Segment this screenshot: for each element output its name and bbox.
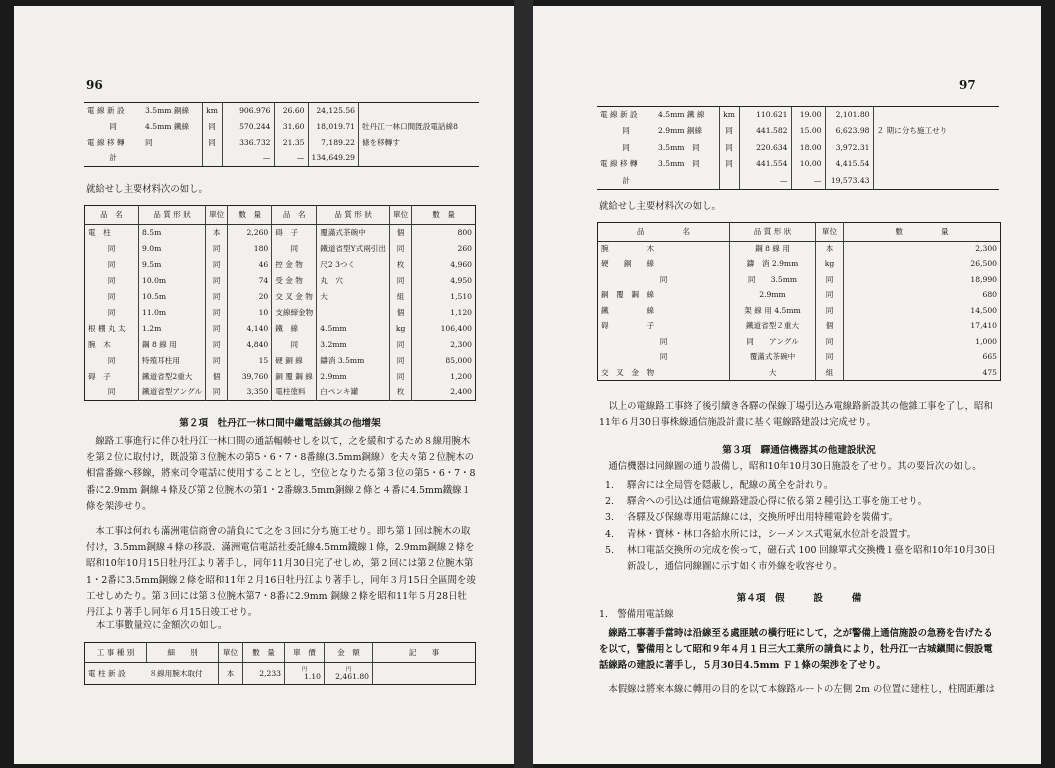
- materials-intro: 就給せし主要材料次の如し。: [86, 184, 208, 195]
- table-row: [597, 156, 999, 173]
- table-cell: 9.5m: [139, 257, 206, 273]
- list-number: 3.: [605, 512, 614, 524]
- table-row: [84, 135, 479, 151]
- table-row: [598, 288, 1001, 304]
- table-cell: 24,125.56: [308, 103, 358, 119]
- table-cell: —: [739, 173, 791, 190]
- table-cell: 665: [844, 350, 1001, 366]
- table-cell: 74: [228, 273, 272, 289]
- column-header: 單位: [219, 643, 243, 663]
- table-cell: 交 叉 金 物: [601, 367, 655, 377]
- table-cell: 本: [816, 241, 844, 257]
- table-cell: [373, 663, 476, 685]
- table-cell: 同: [390, 337, 412, 353]
- cost-table: [84, 102, 479, 167]
- table-cell: 3.5mm 同: [658, 142, 700, 152]
- table-cell: 680: [844, 288, 1001, 304]
- table-cell: 尺2 3つく: [317, 257, 390, 273]
- table-cell: [873, 107, 999, 124]
- table-cell: 15: [228, 353, 272, 369]
- table-cell: 同: [390, 369, 412, 385]
- table-cell: 鐵道省型２重大: [730, 319, 816, 335]
- paragraph-1: 以上の電線路工事終了後引續き各驛の保線丁場引込み電線路新設其の他雜工事を了し，昭和11年６月30日事株線通信施設計畫に基く電線路建設は完成せり。: [599, 401, 993, 429]
- table-cell: ２ 期に分ち施工せり: [873, 123, 999, 140]
- table-cell: 570.244: [222, 119, 274, 135]
- table-cell: 同: [206, 353, 228, 369]
- table-row: [597, 123, 999, 140]
- table-row: [85, 663, 476, 685]
- table-cell: 硬 銅 線: [601, 259, 655, 269]
- table-cell: kg: [390, 321, 412, 337]
- list-number: 4.: [605, 528, 614, 540]
- table-cell: 26,500: [844, 257, 1001, 273]
- table-cell: 鑄消 3.5mm: [317, 353, 390, 369]
- table-cell: 同: [816, 272, 844, 288]
- table-row: [598, 334, 1001, 350]
- table-cell: 電 柱 新 設: [88, 668, 126, 678]
- table-cell: 枚: [390, 257, 412, 273]
- list-text: 林口電話交換所の完成を俟って，磁石式 100 回線單式交換機１臺を昭和10年10月30日新設し，通信同線圖に示す如く市外線を收容せり。: [627, 544, 996, 572]
- table-header-row: [85, 643, 476, 663]
- table-cell: 受 金 物: [272, 273, 317, 289]
- table-cell: km: [719, 107, 739, 124]
- column-header: 品 質 形 狀: [730, 223, 816, 242]
- table-cell: 同 3.5mm: [730, 272, 816, 288]
- table-cell: 鐵 線: [272, 321, 317, 337]
- paragraph-2: 本工事は何れも滿洲電信商會の請負にて之を３回に分ち施工せり。即ち第１回は腕木の取付け，3.5mm銅線４條の移設．滿洲電信電話社委託線4.5mm鐵線１條，2.9mm銅線２條を昭和10年10月15日牡丹江より著手し，同年11月30日完了せしめ，第２回には第２位腕木第1・2番に3.5mm銅線２條を昭和11年２月16日牡丹江より著手し，同年３月15日全區間を竣工せしめたり。第３回には第３位腕木第7・8番に2.9mm 銅線２條を昭和11年５月28日牡丹江より著手し同年６月15日竣工せり。: [86, 526, 476, 618]
- summary-intro: 本工事數量竝に金額次の如し。: [96, 620, 228, 631]
- table-cell: 同: [107, 291, 116, 301]
- table-cell: 牡丹江一林口間旣設電話線8: [358, 119, 479, 135]
- column-header: 品 名: [598, 223, 730, 242]
- table-cell: 10.5m: [139, 289, 206, 305]
- table-cell: 個: [816, 319, 844, 335]
- table-cell: 10: [228, 305, 272, 321]
- list-number: 5.: [605, 544, 614, 556]
- table-cell: 220.634: [739, 140, 791, 157]
- table-cell: 丸 穴: [317, 273, 390, 289]
- column-header: 單位: [390, 206, 412, 225]
- table-cell: 同: [206, 241, 228, 257]
- table-cell: ８線用腕木取付: [149, 668, 203, 678]
- table-cell: 同: [206, 273, 228, 289]
- table-cell: 枚: [390, 385, 412, 401]
- column-header: 數 量: [228, 206, 272, 225]
- table-cell: —: [274, 151, 308, 167]
- table-cell: 同: [109, 121, 117, 131]
- list-text: 各驛及び保線專用電話線には，交換所呼出用特種電鈴を裝備す。: [627, 512, 899, 524]
- table-cell: 8.5m: [139, 225, 206, 241]
- table-cell: 同: [107, 307, 116, 317]
- table-cell: 同: [816, 334, 844, 350]
- table-row: [84, 119, 479, 135]
- table-cell: 同: [107, 355, 116, 365]
- list-item: [599, 527, 1003, 543]
- table-cell: 2,300: [844, 241, 1001, 257]
- table-header-row: [598, 223, 1001, 242]
- column-header: 品 名: [85, 206, 139, 225]
- column-header: 單 價: [285, 643, 325, 663]
- table-cell: 碍 子: [272, 225, 317, 241]
- column-header: 數 量: [844, 223, 1001, 242]
- column-header: 品 質 形 狀: [317, 206, 390, 225]
- table-cell: 覆滿式茶碗中: [730, 350, 816, 366]
- page-number: 97: [959, 78, 976, 92]
- table-row: [598, 257, 1001, 273]
- table-cell: 3.5mm 銅線: [142, 103, 202, 119]
- table-row: [85, 289, 476, 305]
- table-cell: 同: [622, 142, 630, 152]
- table-cell: 17,410: [844, 319, 1001, 335]
- table-cell: 本: [219, 663, 243, 685]
- table-cell: [873, 173, 999, 190]
- table-cell: 個: [206, 369, 228, 385]
- table-cell: 19.00: [791, 107, 825, 124]
- table-cell: 同: [206, 337, 228, 353]
- table-cell: 本: [206, 225, 228, 241]
- table-cell: 11.0m: [139, 305, 206, 321]
- table-cell: 同: [816, 350, 844, 366]
- table-cell: 同: [816, 288, 844, 304]
- table-cell: 同: [719, 156, 739, 173]
- table-cell: 同: [202, 135, 222, 151]
- table-cell: 同: [719, 123, 739, 140]
- table-row: [85, 257, 476, 273]
- table-cell: 134,649.29: [308, 151, 358, 167]
- right-page: [533, 6, 1041, 764]
- summary-table: [84, 642, 476, 685]
- table-cell: kg: [816, 257, 844, 273]
- table-cell: 1,200: [412, 369, 476, 385]
- table-cell: 同: [206, 305, 228, 321]
- table-cell: 電 線 新 設: [597, 107, 655, 124]
- table-cell: 円 2,461.80: [325, 663, 373, 685]
- list-number: 2.: [605, 496, 614, 508]
- table-cell: 19,573.43: [825, 173, 873, 190]
- paragraph-3: 線路工事著手當時は沿線至る處匪賊の橫行旺にして，之が警備上通信施設の急務を告げたるを以て，警備用として昭和９年４月１日三大工業所の請負により，牡丹江一古城鎭間に假設電話線路の建設に著手し，５月30日4.5mm Ｆ１條の架渉を了せり。: [599, 628, 993, 672]
- table-row: [85, 273, 476, 289]
- table-row: [85, 369, 476, 385]
- table-cell: 電 線 移 轉: [600, 159, 638, 169]
- table-row: [84, 151, 479, 167]
- table-row: [85, 337, 476, 353]
- table-cell: [317, 305, 390, 321]
- list-number: 1.: [605, 480, 614, 491]
- table-cell: 同: [659, 274, 668, 284]
- table-cell: 3,350: [228, 385, 272, 401]
- table-row: [597, 140, 999, 157]
- list-text: 驛舍への引込は通信電線路建設心得に依る第２種引込工事を施工せり。: [627, 496, 928, 508]
- section-4-title: 第４項 假 設 備: [736, 593, 862, 604]
- column-header: 單位: [206, 206, 228, 225]
- table-cell: 1,120: [412, 305, 476, 321]
- table-cell: 475: [844, 365, 1001, 381]
- table-row: [597, 107, 999, 124]
- table-cell: 同: [659, 336, 668, 346]
- table-cell: 2,101.80: [825, 107, 873, 124]
- table-cell: 18.00: [791, 140, 825, 157]
- table-cell: 円 1.10: [285, 663, 325, 685]
- table-cell: 同: [390, 353, 412, 369]
- left-page: [14, 6, 514, 764]
- table-cell: 18,019.71: [308, 119, 358, 135]
- table-cell: 15.00: [791, 123, 825, 140]
- table-cell: 同: [272, 241, 317, 257]
- section-3-title: 第３項 驛通信機器其の他建設狀況: [722, 445, 876, 456]
- table-cell: 4,415.54: [825, 156, 873, 173]
- table-row: [85, 385, 476, 401]
- column-header: 記 事: [373, 643, 476, 663]
- table-cell: 3,972.31: [825, 140, 873, 157]
- table-cell: 4.5mm: [317, 321, 390, 337]
- table-cell: 同: [145, 137, 153, 147]
- table-cell: 10.0m: [139, 273, 206, 289]
- page-number: 96: [86, 78, 103, 92]
- table-cell: 條を移轉す: [358, 135, 479, 151]
- table-cell: 6,623.98: [825, 123, 873, 140]
- table-cell: 同: [206, 385, 228, 401]
- table-cell: 覆滿式茶碗中: [317, 225, 390, 241]
- table-cell: 1.2m: [139, 321, 206, 337]
- table-cell: [358, 151, 479, 167]
- table-cell: 鐵 線: [601, 305, 655, 315]
- table-cell: 441.582: [739, 123, 791, 140]
- table-cell: [873, 156, 999, 173]
- column-header: 數 量: [243, 643, 285, 663]
- table-cell: 4.5mm 鐵線: [145, 121, 190, 131]
- column-header: 品 質 形 狀: [139, 206, 206, 225]
- table-cell: 同: [272, 337, 317, 353]
- table-cell: 碍 子: [88, 371, 111, 381]
- table-cell: 電柱塗料: [272, 385, 317, 401]
- table-row: [85, 305, 476, 321]
- paragraph-2: 通信機器は同線圖の通り設備し，昭和10年10月30日施設を了せり。其の要旨次の如し。: [608, 461, 982, 472]
- table-cell: 鋼 8 線 用: [139, 337, 206, 353]
- table-cell: 交 叉 金 物: [272, 289, 317, 305]
- table-cell: 同: [659, 352, 668, 362]
- table-cell: 906.976: [222, 103, 274, 119]
- materials-table: [597, 222, 1001, 381]
- table-cell: 106,400: [412, 321, 476, 337]
- table-cell: 硬 銅 線: [272, 353, 317, 369]
- table-row: [85, 241, 476, 257]
- table-cell: 同: [206, 321, 228, 337]
- table-cell: [202, 151, 222, 167]
- table-row: [597, 173, 999, 190]
- table-cell: [719, 173, 739, 190]
- table-cell: 2,300: [412, 337, 476, 353]
- table-cell: 20: [228, 289, 272, 305]
- table-cell: 銅 覆 鋼 線: [272, 369, 317, 385]
- table-cell: —: [222, 151, 274, 167]
- table-cell: 同: [107, 275, 116, 285]
- table-cell: 同: [390, 241, 412, 257]
- table-cell: 特殖耳柱用: [139, 353, 206, 369]
- column-header: 單位: [816, 223, 844, 242]
- table-cell: 260: [412, 241, 476, 257]
- column-header: 品 名: [272, 206, 317, 225]
- column-header: 工 事 種 別: [85, 643, 147, 663]
- table-row: [598, 241, 1001, 257]
- table-cell: 4.5mm 鐵 線: [655, 107, 719, 124]
- table-cell: 18,990: [844, 272, 1001, 288]
- table-cell: 39,760: [228, 369, 272, 385]
- table-cell: 腕 木: [88, 339, 111, 349]
- table-cell: 2,233: [243, 663, 285, 685]
- paragraph-1: 線路工事進行に伴ひ牡丹江一林口間の通話輻輳せしを以て，之を緩和するため８線用腕木を第２位に取付け，既設第３位腕木の第5・6・7・8番線(3.5mm銅線）を夫々第２位腕木の相當番線へ移線，將來司令電話に使用することとし，空位となりたる第３位の第5・6・7・8番に2.9mm 銅線４條及び第２位腕木の第1・2番線3.5mm銅線２條と４番に4.5mm鐵線１條を架渉せり。: [86, 436, 476, 512]
- table-cell: 2.9mm 銅線: [658, 126, 703, 136]
- table-row: [598, 319, 1001, 335]
- table-cell: 同: [390, 273, 412, 289]
- table-cell: 計: [597, 173, 655, 190]
- table-cell: 根 棚 丸 太: [88, 323, 126, 333]
- table-cell: [655, 173, 719, 190]
- table-cell: 2.9mm: [317, 369, 390, 385]
- table-cell: [142, 151, 202, 167]
- table-cell: 電 線 移 轉: [87, 137, 125, 147]
- table-row: [598, 365, 1001, 381]
- paragraph-4: 本假線は將來本線に轉用の目的を以て本線路ルートの左側 2m の位置に建柱し，柱間距離は: [608, 684, 995, 695]
- table-cell: 336.732: [222, 135, 274, 151]
- table-cell: 2,260: [228, 225, 272, 241]
- table-cell: [358, 103, 479, 119]
- table-row: [598, 303, 1001, 319]
- unit-mark: 円: [345, 666, 352, 673]
- table-cell: 31.60: [274, 119, 308, 135]
- table-cell: 10.00: [791, 156, 825, 173]
- table-cell: 鐵道省型アングル: [139, 385, 206, 401]
- table-cell: 441.554: [739, 156, 791, 173]
- table-cell: 1,000: [844, 334, 1001, 350]
- table-cell: 銅 覆 鋼 線: [601, 290, 655, 300]
- list-item: [599, 478, 1003, 494]
- book-gutter: [514, 0, 533, 768]
- list-text: 青林・寶林・林口各給水所には，シーメンス式電氣水位計を設置す。: [627, 528, 917, 540]
- table-cell: 同: [719, 140, 739, 157]
- table-cell: 21.35: [274, 135, 308, 151]
- table-cell: 4,140: [228, 321, 272, 337]
- cost-table: [597, 106, 999, 190]
- table-cell: 架 線 用 4.5mm: [730, 303, 816, 319]
- section-title: 第２項 牡丹江一林口間中繼電話線其の他增架: [179, 418, 381, 429]
- table-cell: 同: [107, 387, 116, 397]
- table-cell: 白ペンキ罐: [317, 385, 390, 401]
- table-cell: 2,400: [412, 385, 476, 401]
- table-cell: 800: [412, 225, 476, 241]
- table-cell: 電 線 新 設: [84, 103, 142, 119]
- table-row: [85, 225, 476, 241]
- table-cell: 110.621: [739, 107, 791, 124]
- table-cell: 4,960: [412, 257, 476, 273]
- table-cell: 26.60: [274, 103, 308, 119]
- table-cell: 46: [228, 257, 272, 273]
- materials-table: [84, 205, 476, 401]
- table-header-row: [85, 206, 476, 225]
- table-cell: 14,500: [844, 303, 1001, 319]
- table-row: [598, 272, 1001, 288]
- column-header: 細 別: [147, 643, 219, 663]
- table-cell: 組: [390, 289, 412, 305]
- table-row: [85, 353, 476, 369]
- table-cell: 計: [84, 151, 142, 167]
- table-cell: 同: [206, 257, 228, 273]
- table-cell: 個: [390, 225, 412, 241]
- table-cell: 腕 木: [601, 244, 655, 254]
- subsection-title: 1. 警備用電話線: [599, 609, 674, 620]
- table-cell: 鐵道省型2重大: [139, 369, 206, 385]
- table-cell: 4,950: [412, 273, 476, 289]
- table-cell: 鑄 消 2.9mm: [730, 257, 816, 273]
- table-cell: 同: [202, 119, 222, 135]
- table-cell: 85,000: [412, 353, 476, 369]
- table-cell: 4,840: [228, 337, 272, 353]
- table-cell: 電 柱: [88, 227, 111, 237]
- table-cell: 鋼 8 線 用: [730, 241, 816, 257]
- list-item: [599, 543, 1003, 575]
- table-cell: 同 アングル: [730, 334, 816, 350]
- table-cell: 同: [206, 289, 228, 305]
- table-cell: 1,510: [412, 289, 476, 305]
- table-row: [84, 103, 479, 119]
- table-cell: 2.9mm: [730, 288, 816, 304]
- facility-list: [599, 478, 1003, 575]
- table-cell: 3.2mm: [317, 337, 390, 353]
- table-cell: 7,189.22: [308, 135, 358, 151]
- table-cell: 鐵道省型Y式兩引出: [317, 241, 390, 257]
- table-cell: 支線締金物: [272, 305, 317, 321]
- table-cell: 3.5mm 同: [658, 159, 700, 169]
- table-cell: 同: [107, 259, 116, 269]
- list-item: [599, 494, 1003, 510]
- table-row: [85, 321, 476, 337]
- table-cell: 同: [107, 243, 116, 253]
- list-text: 驛舍には全局管を隠蔽し，配線の萬全を計れり。: [627, 480, 834, 491]
- table-cell: 組: [816, 365, 844, 381]
- table-cell: 180: [228, 241, 272, 257]
- list-item: [599, 510, 1003, 526]
- materials-intro: 就給せし主要材料次の如し。: [599, 201, 721, 212]
- table-cell: 碍 子: [601, 321, 655, 331]
- unit-mark: 円: [301, 666, 308, 673]
- table-cell: [873, 140, 999, 157]
- table-cell: —: [791, 173, 825, 190]
- table-row: [598, 350, 1001, 366]
- table-cell: 控 金 物: [272, 257, 317, 273]
- table-cell: 個: [390, 305, 412, 321]
- column-header: 數 量: [412, 206, 476, 225]
- column-header: 金 額: [325, 643, 373, 663]
- table-cell: 同: [816, 303, 844, 319]
- table-cell: km: [202, 103, 222, 119]
- table-cell: 大: [730, 365, 816, 381]
- table-cell: 大: [317, 289, 390, 305]
- table-cell: 9.0m: [139, 241, 206, 257]
- table-cell: 同: [622, 126, 630, 136]
